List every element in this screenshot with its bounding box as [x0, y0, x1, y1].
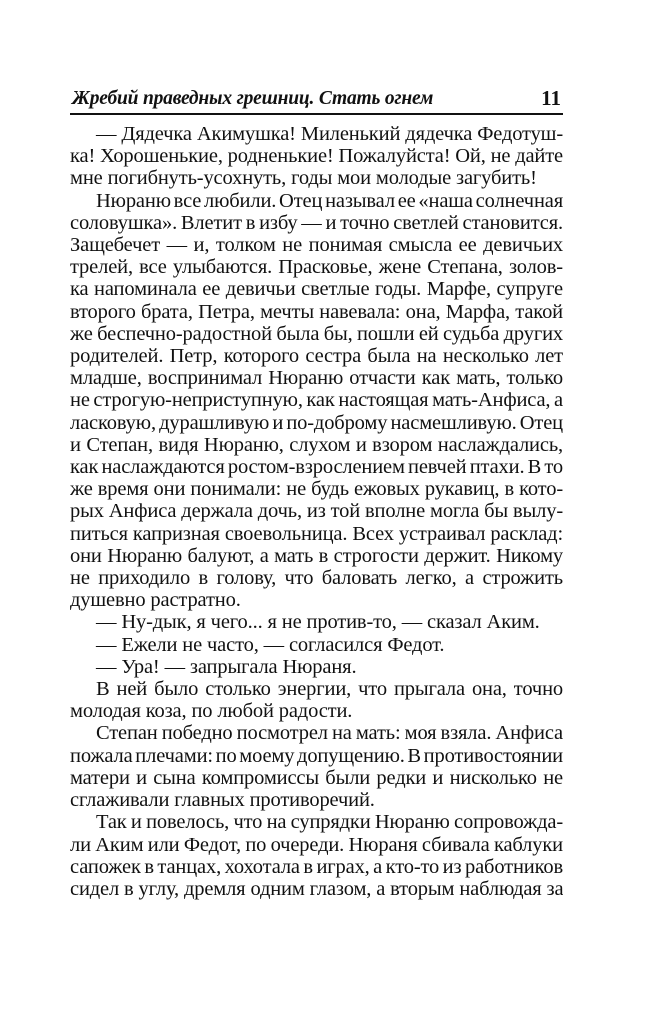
text-line: В ней было столько энергии, что прыгала она, точно — [96, 678, 563, 701]
text-line: питься капризная своевольница. Всех устраивал расклад: — [70, 522, 563, 545]
text-line: ли Аким или Федот, по очереди. Нюраня сбивала каблуки — [70, 833, 563, 856]
text-line: — Ура! — запрыгала Нюраня. — [96, 655, 357, 678]
text-line: Степан победно посмотрел на мать: моя взяла. Анфиса — [96, 722, 563, 745]
paragraph — [70, 611, 563, 633]
text-line: душевно растратно. — [70, 589, 241, 612]
paragraph — [70, 190, 563, 612]
text-line: Так и повелось, что на супрядки Нюраню сопровожда- — [96, 811, 563, 834]
paragraph — [70, 811, 563, 900]
page-number: 11 — [541, 86, 561, 110]
paragraph — [70, 123, 563, 190]
body-text — [70, 123, 563, 900]
text-line: матери и сына компромиссы были редки и нисколько не — [70, 766, 563, 789]
text-line: ка напоминала ее девичьи светлые годы. Марфе, супруге — [70, 278, 563, 301]
text-line: — Ну-дык, я чего... я не против-то, — сказал Аким. — [96, 611, 540, 634]
paragraph — [70, 656, 563, 678]
text-line: Защебечет — и, толком не понимая смысла ее девичьих — [70, 234, 563, 257]
text-line: сглаживали главных противоречий. — [70, 789, 375, 812]
text-line: Нюраню все любили. Отец называл ее «наша солнечная — [96, 189, 563, 212]
text-line: пожала плечами: по моему допущению. В противостоянии — [70, 744, 563, 767]
text-line: ка! Хорошенькие, родненькие! Пожалуйста! Ой, не дайте — [70, 145, 563, 168]
text-line: молодая коза, по любой радости. — [70, 700, 353, 723]
text-line: же время они понимали: не будь ежовых рукавиц, в кото- — [70, 478, 563, 501]
text-line: не приходило в голову, что баловать легко, а строжить — [70, 567, 563, 590]
text-line: соловушка». Влетит в избу — и точно светлей становится. — [70, 211, 563, 234]
paragraph — [70, 722, 563, 811]
text-line: — Ежели не часто, — согласился Федот. — [96, 633, 445, 656]
text-line: и Степан, видя Нюраню, слухом и взором наслаждались, — [70, 433, 563, 456]
text-line: мне погибнуть-усохнуть, годы мои молодые загубить! — [70, 167, 537, 190]
paragraph — [70, 678, 563, 722]
text-line: ласковую, дурашливую и по-доброму насмешливую. Отец — [70, 411, 563, 434]
text-line: как наслаждаются ростом-взрослением певчей птахи. В то — [70, 456, 563, 479]
text-line: — Дядечка Акимушка! Миленький дядечка Федотуш- — [96, 123, 563, 145]
text-line: рых Анфиса держала дочь, из той вполне могла бы вылу- — [70, 500, 563, 523]
text-line: не строгую-неприступную, как настоящая мать-Анфиса, а — [70, 389, 563, 412]
text-line: они Нюраню балуют, а мать в строгости держит. Никому — [70, 544, 563, 567]
running-title: Жребий праведных грешниц. Стать огнем — [72, 88, 434, 109]
text-line: сапожек в танцах, хохотала в играх, а кто-то из работников — [70, 855, 563, 878]
header-rule — [70, 113, 563, 115]
text-line: трелей, все улыбаются. Прасковье, жене Степана, золов- — [70, 256, 563, 279]
paragraph — [70, 634, 563, 656]
text-line: же беспечно-радостной была бы, пошли ей судьба других — [70, 322, 563, 345]
running-header — [70, 84, 563, 112]
text-line: младше, воспринимал Нюраню отчасти как мать, только — [70, 367, 563, 390]
text-line: родителей. Петр, которого сестра была на несколько лет — [70, 345, 563, 368]
text-line: второго брата, Петра, мечты навевала: она, Марфа, такой — [70, 300, 563, 323]
text-line: сидел в углу, дремля одним глазом, а вторым наблюдая за — [70, 877, 563, 900]
